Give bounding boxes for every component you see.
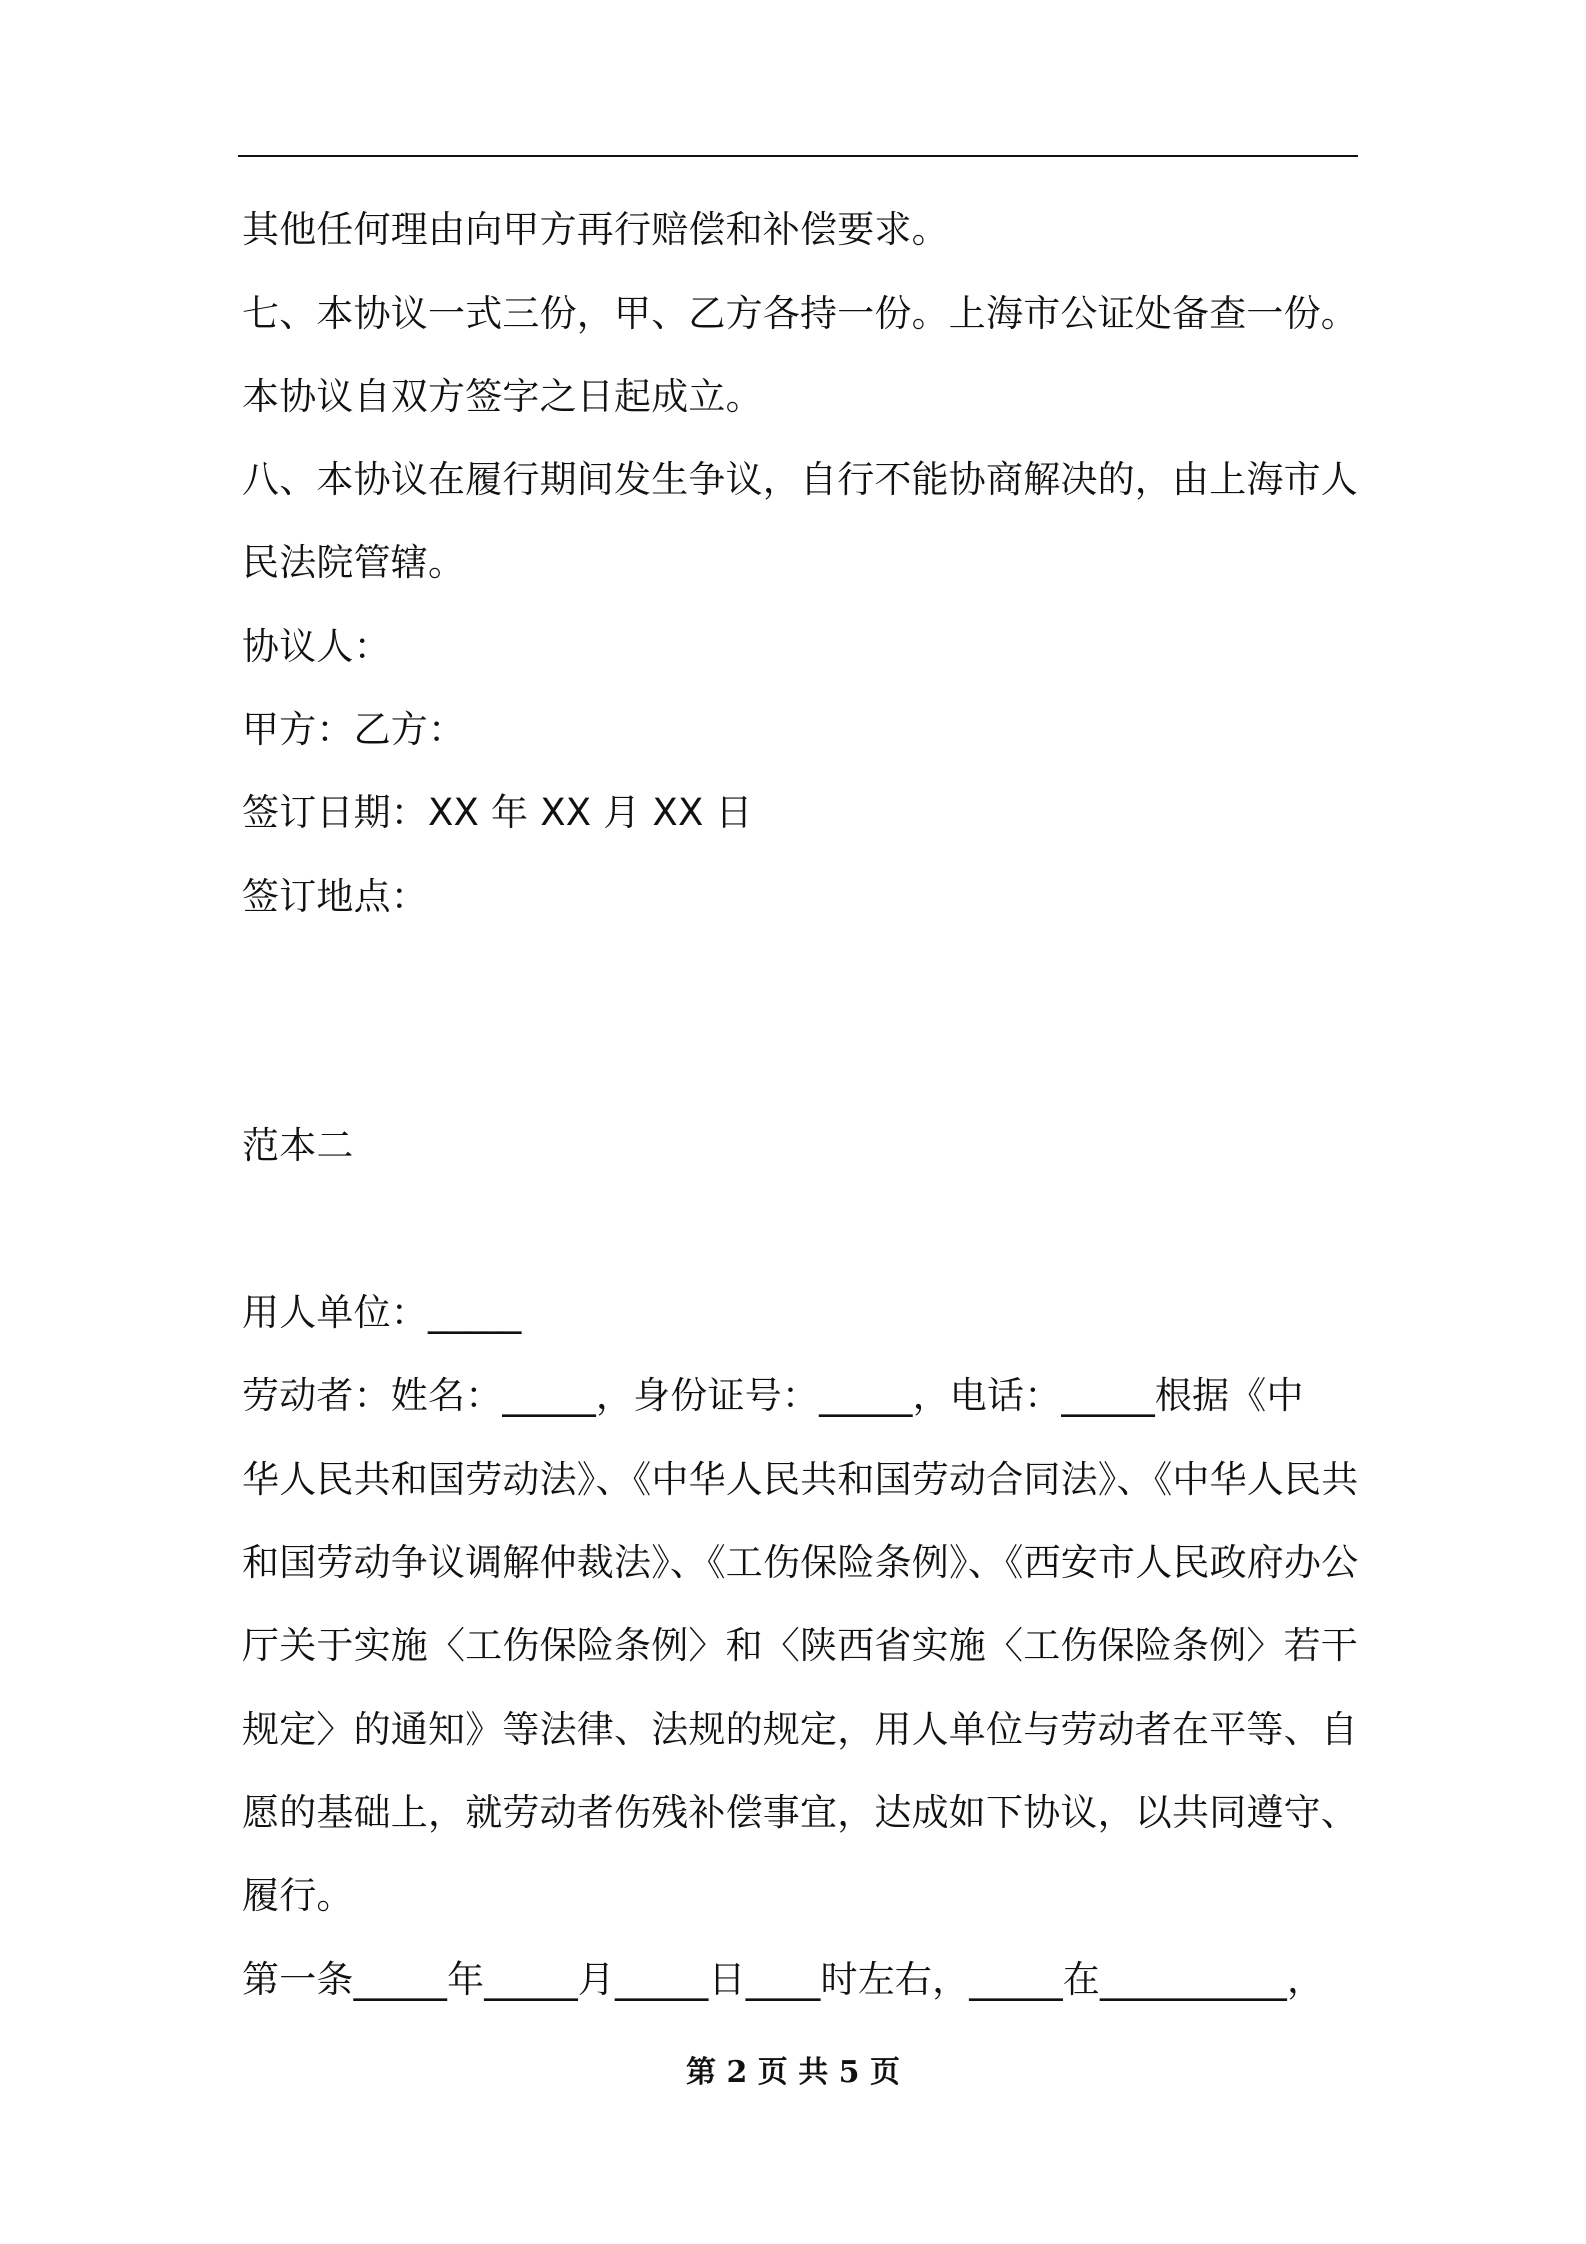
text-line: 签订日期：XX 年 XX 月 XX 日 <box>242 791 753 834</box>
section-heading: 范本二 <box>242 1124 354 1167</box>
text-line: 愿的基础上，就劳动者伤残补偿事宜，达成如下协议，以共同遵守、 <box>242 1791 1358 1834</box>
text-line: 用人单位：_____ <box>242 1291 522 1334</box>
text-line: 和国劳动争议调解仲裁法》、《工伤保险条例》、《西安市人民政府办公 <box>242 1541 1359 1584</box>
text-line: 八、本协议在履行期间发生争议，自行不能协商解决的，由上海市人 <box>242 458 1358 501</box>
page-number-footer: 第 2 页 共 5 页 <box>686 2055 900 2090</box>
text-line: 华人民共和国劳动法》、《中华人民共和国劳动合同法》、《中华人民共 <box>242 1458 1359 1501</box>
text-line: 第一条_____年_____月_____日____时左右，_____在__________， <box>242 1958 1325 2001</box>
text-line: 签订地点： <box>242 875 428 918</box>
text-line: 履行。 <box>242 1874 354 1917</box>
text-line: 其他任何理由向甲方再行赔偿和补偿要求。 <box>242 208 949 251</box>
text-line: 协议人： <box>242 625 391 668</box>
text-line: 本协议自双方签字之日起成立。 <box>242 375 763 418</box>
text-line: 甲方：乙方： <box>242 708 466 751</box>
text-line: 规定〉的通知》等法律、法规的规定，用人单位与劳动者在平等、自 <box>242 1708 1358 1751</box>
text-line: 民法院管辖。 <box>242 541 466 584</box>
text-line: 劳动者：姓名：_____，身份证号：_____，电话：_____根据《中 <box>242 1374 1304 1417</box>
text-line: 七、本协议一式三份，甲、乙方各持一份。上海市公证处备查一份。 <box>242 292 1358 335</box>
text-line: 厅关于实施〈工伤保险条例〉和〈陕西省实施〈工伤保险条例〉若干 <box>242 1624 1358 1667</box>
header-divider <box>238 155 1358 157</box>
